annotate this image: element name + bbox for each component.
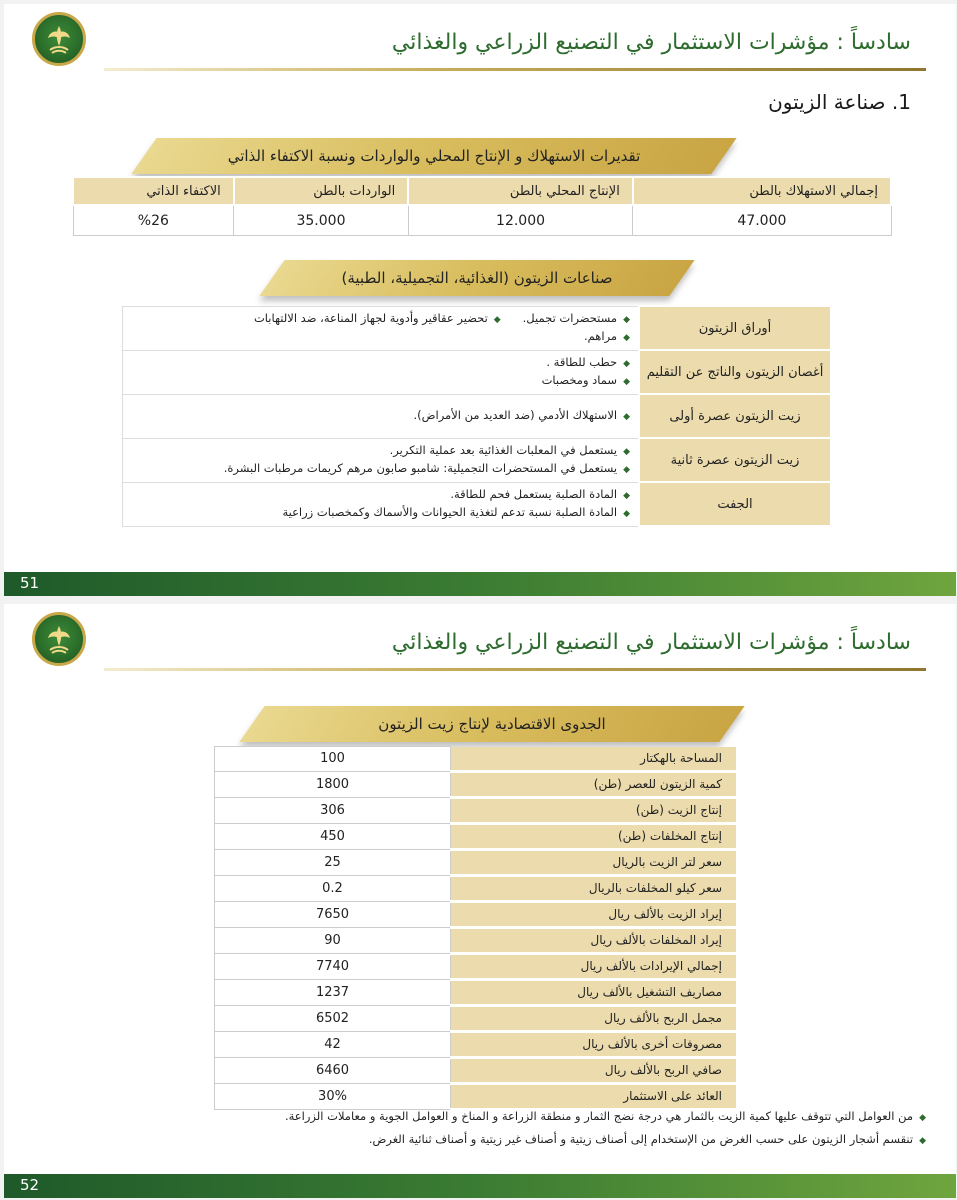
row-label: إجمالي الإيرادات بالألف ريال: [451, 953, 737, 979]
page-title: سادساً : مؤشرات الاستثمار في التصنيع الزراعي والغذائي: [391, 630, 911, 655]
row-label: سعر كيلو المخلفات بالريال: [451, 875, 737, 901]
estimates-banner-title: تقديرات الاستهلاك و الإنتاج المحلي والواردات ونسبة الاكتفاء الذاتي: [227, 147, 641, 165]
bullet-icon: ◆: [623, 447, 630, 457]
list-item: سماد ومخصبات: [541, 373, 618, 387]
bullet-icon: ◆: [493, 315, 501, 325]
table-row: [215, 901, 737, 927]
table-row: [215, 875, 737, 901]
industries-table: [122, 305, 832, 527]
table-row: [215, 1031, 737, 1057]
bullet-icon: ◆: [623, 509, 630, 519]
row-label: زيت الزيتون عصرة ثانية: [639, 438, 831, 482]
estimates-table: [72, 176, 892, 236]
row-label: مصاريف التشغيل بالألف ريال: [451, 979, 737, 1005]
bullet-icon: ◆: [919, 1113, 926, 1123]
table-header: الاكتفاء الذاتي: [73, 177, 234, 205]
row-description: [123, 394, 640, 438]
list-item: ◆من العوامل التي تتوقف عليها كمية الزيت بالثمار هي درجة نضج الثمار و منطقة الزراعة و المناخ و العوامل الجوية و معاملات الزراعة.: [46, 1106, 926, 1129]
table-row: [123, 482, 832, 526]
table-header: الواردات بالطن: [234, 177, 409, 205]
table-row: [215, 747, 737, 772]
ministry-logo-icon: [32, 12, 86, 66]
notes-list: [46, 1106, 926, 1152]
bullet-icon: ◆: [623, 333, 630, 343]
page-title: سادساً : مؤشرات الاستثمار في التصنيع الزراعي والغذائي: [391, 30, 911, 55]
row-value: 0.2: [215, 875, 451, 901]
list-item: حطب للطاقة .: [546, 355, 618, 369]
list-item: ◆تنقسم أشجار الزيتون على حسب الغرض من الإستخدام إلى أصناف زيتية و أصناف غير زيتية و أصناف ثنائية الغرض.: [46, 1129, 926, 1152]
row-label: صافي الربح بالألف ريال: [451, 1057, 737, 1083]
bullet-icon: ◆: [623, 491, 630, 501]
list-item: مستحضرات تجميل.: [522, 311, 618, 325]
row-value: 7740: [215, 953, 451, 979]
list-item: تحضير عقاقير وأدوية لجهاز المناعة، ضد الالتهابات: [253, 311, 488, 325]
table-row: [215, 849, 737, 875]
row-value: 450: [215, 823, 451, 849]
bullet-icon: ◆: [623, 412, 630, 422]
section-heading: 1. صناعة الزيتون: [768, 90, 911, 114]
row-label: أغصان الزيتون والناتج عن التقليم: [639, 350, 831, 394]
list-item: المادة الصلبة نسبة تدعم لتغذية الحيوانات والأسماك وكمخصبات زراعية: [282, 505, 618, 519]
bullet-icon: ◆: [623, 377, 630, 387]
row-value: 1237: [215, 979, 451, 1005]
row-value: 25: [215, 849, 451, 875]
row-label: إيراد المخلفات بالألف ريال: [451, 927, 737, 953]
row-label: أوراق الزيتون: [639, 306, 831, 350]
row-description: [123, 350, 640, 394]
row-value: 1800: [215, 771, 451, 797]
table-cell: 35.000: [234, 205, 409, 236]
table-row: [215, 1057, 737, 1083]
table-cell: %26: [73, 205, 234, 236]
feasibility-banner-title: الجدوى الاقتصادية لإنتاج زيت الزيتون: [378, 715, 606, 733]
list-item: يستعمل في المستحضرات التجميلية: شامبو صابون مرهم كريمات مرطبات البشرة.: [223, 461, 618, 475]
row-description: [123, 438, 640, 482]
row-label: مصروفات أخرى بالألف ريال: [451, 1031, 737, 1057]
table-row: [123, 438, 832, 482]
bullet-icon: ◆: [623, 315, 630, 325]
table-row: [215, 797, 737, 823]
list-item: المادة الصلبة يستعمل فحم للطاقة.: [450, 487, 618, 501]
page-footer: [4, 1174, 956, 1198]
table-row: [215, 1005, 737, 1031]
row-value: 6460: [215, 1057, 451, 1083]
bullet-icon: ◆: [919, 1136, 926, 1146]
row-value: 90: [215, 927, 451, 953]
page-number: 51: [20, 574, 40, 592]
table-row: [215, 771, 737, 797]
table-row: [123, 350, 832, 394]
row-label: إيراد الزيت بالألف ريال: [451, 901, 737, 927]
page-52: [4, 604, 956, 1198]
row-description: [123, 482, 640, 526]
row-value: 42: [215, 1031, 451, 1057]
row-label: العائد على الاستثمار: [451, 1083, 737, 1109]
feasibility-table: [214, 746, 736, 1111]
row-value: 6502: [215, 1005, 451, 1031]
ministry-logo-icon: [32, 612, 86, 666]
page-number: 52: [20, 1176, 40, 1194]
table-row: [215, 927, 737, 953]
page-footer: [4, 572, 956, 596]
table-row: [123, 394, 832, 438]
row-label: كمية الزيتون للعصر (طن): [451, 771, 737, 797]
table-cell: 47.000: [633, 205, 891, 236]
row-label: الجفت: [639, 482, 831, 526]
table-row: [215, 823, 737, 849]
table-row: [123, 306, 832, 350]
title-divider: [104, 668, 926, 671]
table-header: إجمالي الاستهلاك بالطن: [633, 177, 891, 205]
row-value: 306: [215, 797, 451, 823]
row-label: مجمل الربح بالألف ريال: [451, 1005, 737, 1031]
table-cell: 12.000: [408, 205, 633, 236]
title-divider: [104, 68, 926, 71]
list-item: الاستهلاك الأدمي (ضد العديد من الأمراض).: [413, 408, 618, 422]
table-row: [215, 979, 737, 1005]
bullet-icon: ◆: [623, 465, 630, 475]
row-label: سعر لتر الزيت بالريال: [451, 849, 737, 875]
list-item: مراهم.: [584, 329, 618, 343]
row-label: المساحة بالهكتار: [451, 747, 737, 772]
row-label: إنتاج الزيت (طن): [451, 797, 737, 823]
row-description: [123, 306, 640, 350]
industries-banner-title: صناعات الزيتون (الغذائية، التجميلية، الطبية): [341, 269, 613, 287]
table-header: الإنتاج المحلي بالطن: [408, 177, 633, 205]
row-value: 7650: [215, 901, 451, 927]
bullet-icon: ◆: [623, 359, 630, 369]
page-51: [4, 4, 956, 596]
row-label: إنتاج المخلفات (طن): [451, 823, 737, 849]
row-label: زيت الزيتون عصرة أولى: [639, 394, 831, 438]
table-row: [215, 953, 737, 979]
list-item: يستعمل في المعلبات الغذائية بعد عملية التكرير.: [389, 443, 618, 457]
row-value: 30%: [215, 1083, 451, 1109]
row-value: 100: [215, 747, 451, 772]
